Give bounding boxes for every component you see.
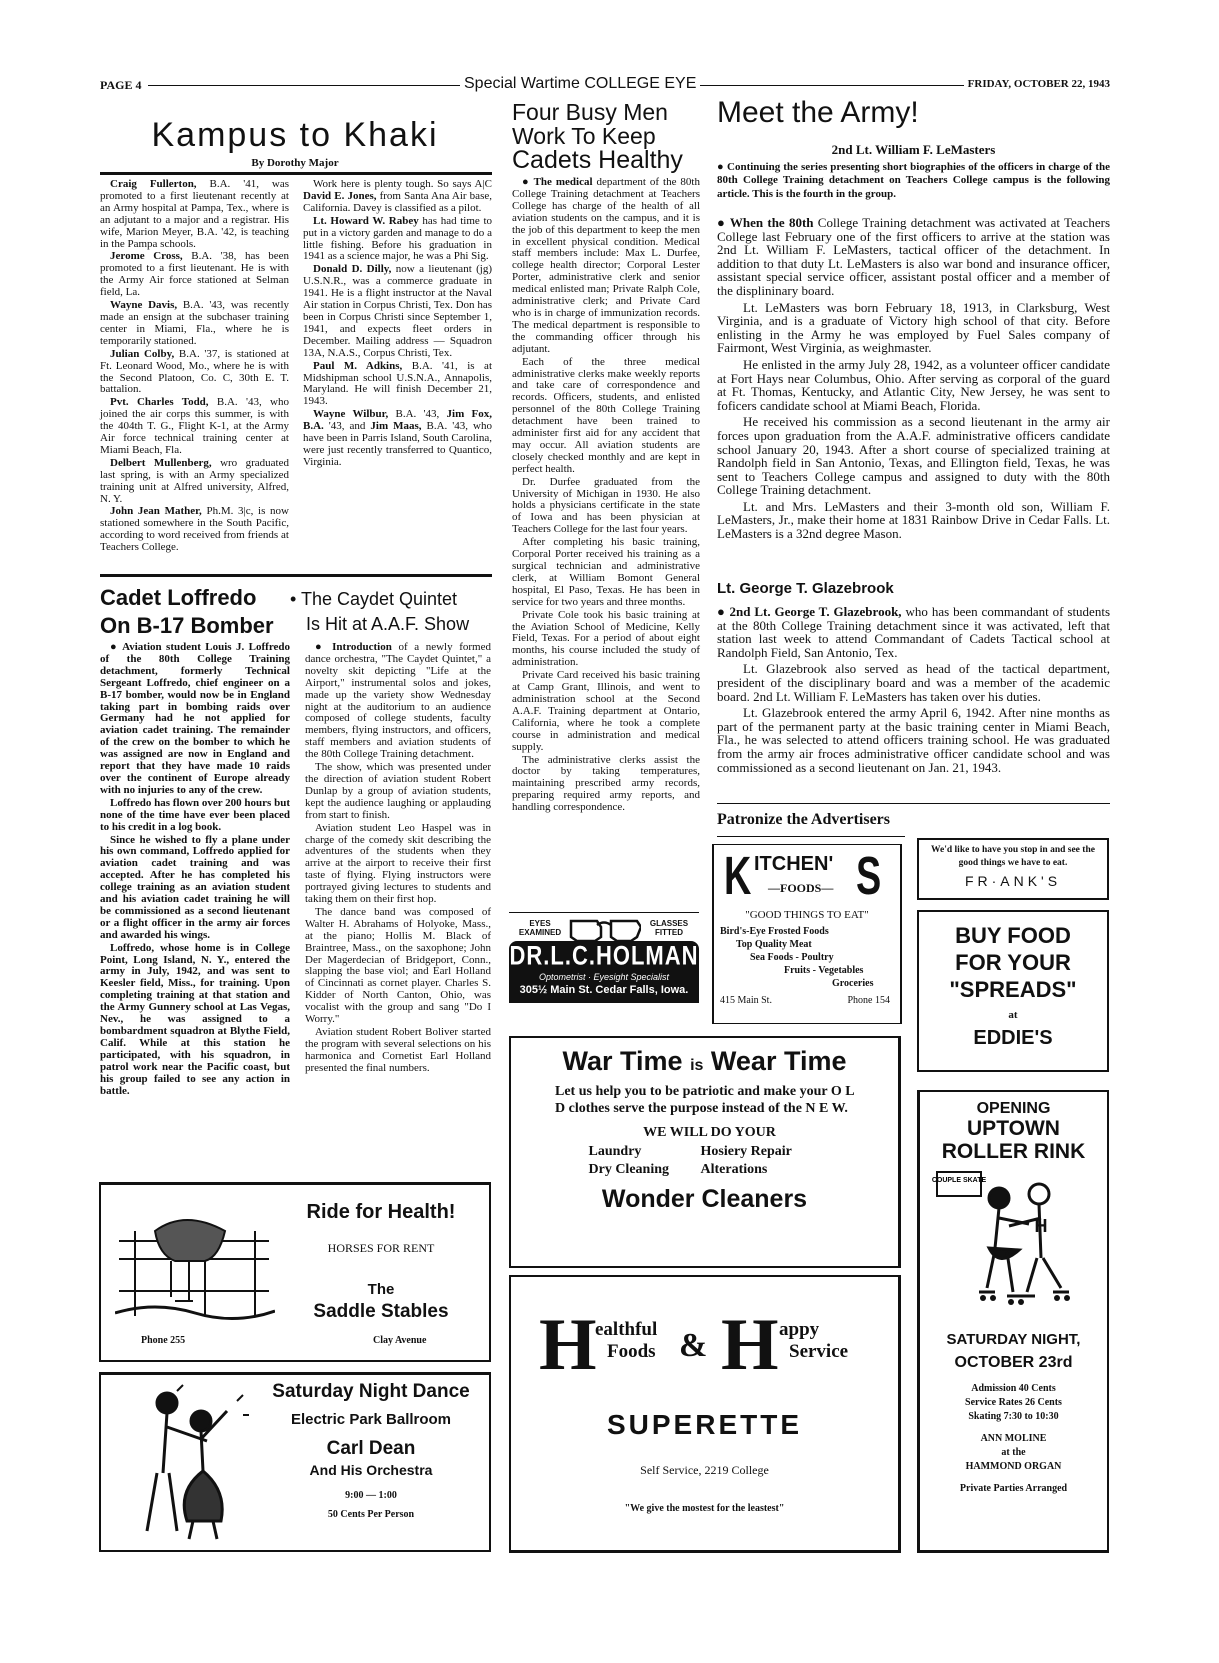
paragraph-text: B.A. '41, is at Midshipman school U.S.N.A., Annapolis, Maryland. He will finish December 21, 1943. [303,359,492,408]
paragraph-text: Private Cole took his basic training at the Aviation School of Medicine, Kelly Field, Texas. For a period of about eight months, his course included the study of administration. [512,608,700,669]
bold-lead-text: Jim Maas, [370,420,422,433]
paragraph-text: He enlisted in the army July 28, 1942, as a volunteer officer candidate at Fort Hays near Columbus, Ohio. After serving as corporal of the guard at Ft. Thomas, Kentucky, and Atlantic City, New Jersey, he was sent to foficers candidate school at Miami Beach, Florida. [717,356,1110,413]
service-item: Alterations [700,1162,768,1177]
wonder-name: Wonder Cleaners [601,1185,808,1213]
saddle-on-fence-illustration [115,1201,275,1321]
army-body [717,216,1110,544]
paragraph [100,300,289,348]
paragraph [717,605,1110,659]
paragraph [717,415,1110,497]
saddle-stables-ad [99,1182,491,1362]
superette-word: appy [779,1319,820,1340]
bold-lead-text: Paul M. Adkins, [313,359,403,372]
headline-line: Cadet Loffredo [100,585,257,610]
paragraph-text: College Training detachment was activated at Teachers College last February one of the first officers to arrive at the station was 2nd Lt. William F. LeMasters, tactical officer of the detachment. In addition to that duty Lt. LeMasters is also war bond and insurance officer, assistant special service officer, assistant postal officer and a member of the displininary board. [717,215,1110,298]
dance-headline: Saturday Night Dance [272,1381,470,1402]
eddies-name: EDDIE'S [973,1027,1053,1049]
page-number: PAGE 4 [100,78,145,93]
paragraph-text: Loffredo, whose home is in College Point, Long Island, N. Y., entered the army in July, 1942, and was sent to Keesler field, Miss., for training. Upon completing training at that station and the Army Gunnery school at Las Vegas, Nev., he was assigned to a bombardment squadron at Blythe Field, Calif. While at this station he participated, with his squadron, in patrol work near the Pacific coast, but his group failed to see any action in battle. [100,941,290,1097]
holman-address: 305½ Main St. Cedar Falls, Iowa. [519,984,689,996]
kampus-byline: By Dorothy Major [251,157,339,169]
paragraph-text: wro graduated last spring, is with an Army specialized training unit at Alfred university, Alfred, N. Y. [100,456,289,505]
dancing-couple-illustration [117,1381,257,1549]
svg-text:H: H [1034,1216,1047,1236]
issue-date: FRIDAY, OCTOBER 22, 1943 [964,78,1110,90]
paragraph-text: Lt. LeMasters was born February 18, 1913, in Clarksburg, West Virginia, and is a graduate of Victory high school of that city. Before enlisting in the Army he was employed by Fuel Sales company of Fairmont, West Virginia, as weighmaster. [717,299,1110,356]
paragraph-text: The administrative clerks assist the doctor by taking temperatures, maintaining prescribed army records, preparing required army reports, and handling correspondence. [512,753,700,814]
headline-line: • The Caydet Quintet [290,589,458,609]
stables-phone: Phone 255 [141,1335,186,1346]
divider [717,803,1110,804]
bold-lead-text: Wayne Wilbur, [313,408,389,421]
loffredo-body [100,642,290,1098]
paragraph-text: B.A. '43, who joined the air corps this summer, is with the 404th T. G., Flight K-1, at the Army Air force technical training center at Miami Beach, Fla. [100,396,289,456]
couple-skate-sign: COUPLE SKATE [931,1177,986,1184]
divider [509,912,699,913]
bold-lead-text: ● 2nd Lt. George T. Glazebrook, [717,604,902,619]
army-headline: Meet the Army! [717,96,919,129]
dance-time: 9:00 — 1:00 [345,1490,397,1501]
paragraph [303,179,492,215]
paragraph [512,477,700,537]
headline-line: On B-17 Bomber [100,613,274,638]
paragraph-text: B.A. '37, is stationed at Ft. Leonard Wood, Mo., where he is with the Second Platoon, Co. C, 30th E. T. battalion. [100,347,289,396]
superette-h: H [539,1304,597,1386]
holman-banner [509,941,699,1003]
paragraph-text: The dance band was composed of Walter H. Abrahams of Holyoke, Mass., at the piano; Hollis M. Black of Braintree, Mass., on the saxophone; John Der Magerdecian of Bridgeport, Conn., slapping the base viol; and Earl Holland of Cincinnati as cornet player. Charles S. Kidder of North Canton, Ohio, was vocalist with the group and sang "Do I Worry." [305,905,491,1026]
rink-skating-hours: Skating 7:30 to 10:30 [968,1411,1059,1422]
headline-line: Cadets Healthy [512,146,683,174]
paragraph-text: Each of the three medical administrative clerks make weekly reports and take care of correspondence and records. Officers, students, and enlisted personnel of the 80th College Training detachment have been trained to administer first aid for any accident that may occur. All aviation students are closely checked monthly and are kept in perfect health. [512,355,700,475]
eyeglasses-icon [567,917,641,943]
headline-line: Four Busy Men [512,99,668,125]
franks-ad [917,838,1109,900]
paragraph-text: Lt. Glazebrook entered the army April 6, 1942. After nine months as part of the permanent party at the basic training center in Miami Beach, Fla., he was selected to attend officers training school. He was graduated from the army air froces administrative officer candidate school and was commissioned as a second lieutenant on Jan. 21, 1943. [717,705,1110,775]
kitchens-s: S [856,846,882,906]
kitchens-address: 415 Main St. [720,995,772,1006]
paragraph [303,264,492,359]
rink-night: SATURDAY NIGHT, [946,1331,1081,1348]
kampus-title: Kampus to Khaki [151,116,439,154]
medical-headline [512,100,702,172]
paragraph [717,216,1110,298]
superette-word: Service [789,1341,849,1362]
paragraph-text: B.A. '43, was recently made an ensign at the subchaser training center in Miami, Fla., where he is temporarily stationed. [100,299,289,347]
kitchens-k: K [724,846,752,906]
bold-lead-text: Julian Colby, [110,347,175,360]
paragraph [305,762,491,822]
dance-band: Carl Dean [326,1438,416,1459]
bold-lead-text: Craig Fullerton, [110,178,197,190]
franks-text: We'd like to have you stop in and see the good things we have to eat. [931,845,1095,868]
rink-uptown: UPTOWN [967,1117,1060,1140]
paragraph-text: now a lieutenant (jg) U.S.N.R., was a commerce graduate in 1941. He is a flight instructor at the Naval Air station in Corpus Christi, Tex. Don has been in Corpus Christi since September 1, 1941, and expects fleet orders in December. Mailing address — Squadron 13A, N.A.S., Corpus Christi, Tex. [303,263,492,359]
divider [100,172,492,175]
wonder-services [511,1143,898,1179]
rink-organist: ANN MOLINE [980,1433,1047,1444]
loffredo-headline [100,584,290,640]
paragraph [305,907,491,1026]
paragraph [512,670,700,753]
bold-lead-text: Donald D. Dilly, [313,263,392,276]
paragraph [100,251,289,299]
kitchens-phone: Phone 154 [847,995,890,1006]
paragraph [717,500,1110,541]
rink-details [920,1382,1107,1496]
quintet-headline [290,587,495,637]
franks-name: FR·ANK'S [964,873,1062,889]
superette-ampersand: & [679,1327,708,1364]
paragraph [303,216,492,264]
bold-lead-text: ● Introduction [315,641,392,653]
superette-ad [509,1275,901,1553]
paragraph [717,301,1110,355]
paragraph [512,537,700,608]
page-header [100,76,1110,94]
paragraph [717,662,1110,703]
bold-lead-text: Wayne Davis, [110,299,178,312]
stables-headline: Ride for Health! [306,1201,456,1223]
glazebrook-heading: Lt. George T. Glazebrook [717,580,894,597]
paragraph [512,610,700,670]
paragraph-text: He received his commission as a second lieutenant in the army air forces upon graduation from the A.A.F. administrative officers candidate school January 20, 1943. After a short course of specialized training at Randolph field in San Antonio, Texas, and Ellington field, Texas, he was sent to Teachers College campus and assigned to duty with the 80th College Training detachment. [717,414,1110,498]
paragraph [100,349,289,397]
quintet-body [305,642,491,1076]
bold-lead-text: Delbert Mullenberg, [110,456,212,469]
headline-line: Is Hit at A.A.F. Show [306,614,470,634]
eddies-at: at [1008,1009,1018,1021]
dance-ad [99,1372,491,1552]
paragraph-text: Private Card received his basic training at Camp Grant, Illinois, and went to administration school at the Second A.A.F. Training department at Ontario, California, where he took a complete course in administration and medical supply. [512,669,700,753]
paragraph [100,397,289,457]
service-item: Hosiery Repair [700,1144,792,1159]
stables-horses: HORSES FOR RENT [327,1241,435,1255]
paragraph-text: Lt. Glazebrook also served as head of the tactical department, president of the disciplinary board and was a member of the academic board. 2nd Lt. William F. LeMasters has taken over his duties. [717,661,1110,704]
rink-at: at the [1001,1447,1026,1458]
divider [100,574,492,577]
dance-price: 50 Cents Per Person [327,1509,415,1520]
kitchens-itchen: ITCHEN' [754,853,834,875]
bold-lead-text: Jerome Cross, [110,250,183,263]
kampus-body [100,179,492,571]
rink-opening: OPENING [976,1100,1051,1117]
paragraph-text: has had time to put in a victory garden and manage to do a little fishing. Before his graduation in 1941 as a science major, he was a Phi Sig. [303,214,492,263]
bold-lead-text: ● When the 80th [717,215,814,230]
paragraph-text: '43, and [323,420,371,433]
rink-parties: Private Parties Arranged [959,1483,1068,1494]
holman-ad [509,917,699,1003]
patronize-heading: Patronize the Advertisers [717,811,890,828]
paragraph [512,755,700,815]
superette-healthful [595,1319,657,1363]
eddies-line: "SPREADS" [949,977,1077,1002]
kitchens-line: Fruits - Vegetables [784,965,864,976]
paragraph [100,943,290,1098]
glazebrook-body [717,605,1110,777]
kitchens-line: Sea Foods - Poultry [750,952,834,963]
dance-venue: Electric Park Ballroom [290,1411,452,1428]
war-time: War Time [562,1046,683,1076]
rink-name: ROLLER RINK [941,1140,1086,1163]
kitchens-ad [712,844,902,1024]
superette-slogan: "We give the mostest for the leastest" [624,1503,785,1514]
bold-lead-text: ● The medical [522,176,593,188]
paragraph-text: Dr. Durfee graduated from the University of Michigan in 1930. He also holds a physicians certificate in the state of Iowa and has been physician at Teachers College for the last four years. [512,475,700,536]
wonder-cleaners-ad [509,1036,901,1268]
dance-text [251,1381,491,1520]
rink-date: OCTOBER 23rd [954,1354,1073,1371]
paragraph [305,1027,491,1075]
kitchens-line: Top Quality Meat [736,939,812,950]
paragraph [100,642,290,797]
wear-time: Wear Time [710,1046,847,1076]
eddies-line: FOR YOUR [955,950,1071,975]
bold-lead-text: ● Aviation student [110,641,201,653]
kitchens-lines [720,925,896,990]
service-item: Laundry [588,1144,642,1159]
paragraph-text: B.A. '43, who have been in Parris Island, South Carolina, were just recently transferred to Quantico, Virginia. [303,420,492,468]
paragraph-text: Loffredo has flown over 200 hours but none of the time have ever been placed to his credit in a log book. [100,796,290,833]
bold-lead-text: Pvt. Charles Todd, [110,396,209,409]
paragraph [100,179,289,250]
paragraph [100,506,289,554]
newspaper-name: Special Wartime COLLEGE EYE [460,75,700,93]
stables-address: Clay Avenue [373,1335,427,1346]
rink-organ: HAMMOND ORGAN [965,1461,1062,1472]
kitchens-foods: —FOODS— [768,881,834,895]
paragraph-text: who has been commandant of students at the 80th College Training detachment since it was activated, left that station last week to attend Commandant of Cadets Tactical school at Randolph Field, San Antonio, Tex. [717,604,1111,660]
paragraph-text: Aviation student Leo Haspel was in charge of the comedy skit describing the adventures of the students when they arrive at the airport to receive their first taste of flying. Flying instructors were portrayed giving lectures to students and taking them on their first hop. [305,821,491,906]
paragraph [303,361,492,409]
wonder-pitch: Let us help you to be patriotic and make your O L D clothes serve the purpose instead of the N E W. [555,1084,854,1116]
rink-service-rates: Service Rates 26 Cents [965,1397,1062,1408]
paragraph-text: Aviation student Robert Boliver started the program with several selections on his harmonica and Cornetist Earl Holland presented the final numbers. [305,1026,491,1074]
paragraph-text: Work here is plenty tough. So says A|C [313,178,492,190]
stables-name-text: Saddle Stables [313,1301,449,1322]
army-subtitle: 2nd Lt. William F. LeMasters [831,142,996,157]
superette-name: SUPERETTE [606,1409,803,1440]
paragraph [512,357,700,476]
bold-lead-text: David E. Jones, [303,189,377,202]
wonder-will: WE WILL DO YOUR [643,1125,776,1140]
paragraph-text: B.A. '41, was promoted to a first lieutenant recently at an Army hospital at Pampa, Tex., where is an adjutant to a major and a registrar. His wife, Marion Meyer, B.A. '42, is teaching in the Pampa schools. [100,178,289,250]
skating-couple-illustration [929,1168,1099,1318]
holman-title: Optometrist · Eyesight Specialist [538,972,670,982]
superette-address: Self Service, 2219 College [640,1463,769,1477]
paragraph-text: B.A. '38, has been promoted to a first lieutenant. He is with the Army Air force stationed at Selman field, La. [100,250,289,299]
kitchens-slogan: "GOOD THINGS TO EAT" [745,909,869,921]
paragraph-text: department of the 80th College Training detachment at Teachers College has charge of the health of all aviation students on the campus, and it is the job of this department to keep the men in excellent physical condition. Medical staff members include: Max L. Durfee, college health director; Corporal Lester Porter, administrative clerk and senior medical enlisted man; Private Ralph Cole, administrative clerk; and Private Card who is in charge of immunization records. The medical department is responsible to the commanding officer through his adjutant. [512,176,700,355]
paragraph-text: Ph.M. 3|c, is now stationed somewhere in the South Pacific, according to word received from friends at Teachers College. [100,505,289,554]
medical-body [512,177,700,815]
eddies-line: BUY FOOD [955,923,1071,948]
service-item: Dry Cleaning [588,1162,669,1177]
stables-the: The [367,1281,395,1298]
wonder-headline [511,1046,898,1077]
paragraph [717,358,1110,412]
paragraph-text: of a newly formed dance orchestra, "The Caydet Quintet," a novelty skit depicting "Life at the Airport," instrumental solos and jokes, made up the variety show Wednesday night at the auditorium to an audience composed of college students, faculty members, flying instructors, and officers, staff members and aviation students of the 80th College Training detachment. [305,641,491,761]
paragraph-text: Since he wished to fly a plane under his own command, Loffredo applied for aviation cadet training and was accepted. After he has completed his college training as an aviation student and his aviation cadet training he will be commissioned as a second lieutenant or a flight officer in the army air forces and awarded his wings. [100,833,290,941]
is-word: is [690,1057,704,1074]
paragraph-text: Lt. and Mrs. LeMasters and their 3-month old son, William F. LeMasters, Jr., make their home at 1831 Rainbow Drive in Cedar Falls. Lt. LeMasters is a 32nd degree Mason. [717,498,1110,542]
paragraph-text: from Santa Ana Air base, California. Davey is classified as a pilot. [303,189,492,214]
paragraph-text: Louis J. Loffredo of the 80th College Training detachment, formerly Technical Sergeant Loffredo, chief engineer on a B-17 bomber, would now be in England taking part in bombing raids over Germany had he not applied for aviation cadet training. The remainder of the crew on the bomber to which he was assigned are now in England and report that they have made 10 raids over the continent of Europe already with no injuries to any of the crew. [100,641,291,796]
roller-rink-ad [917,1090,1109,1553]
rink-admission: Admission 40 Cents [971,1383,1056,1394]
eyes-examined: EYES EXAMINED [518,919,562,937]
eddies-ad [917,910,1109,1072]
kitchens-line: Bird's-Eye Frosted Foods [720,926,829,937]
paragraph [717,706,1110,774]
stables-name [281,1279,481,1323]
paragraph [303,409,492,469]
paragraph-text: The show, which was presented under the direction of aviation student Robert Dunlap by a group of aviation students, kept the audience laughing or applauding from start to finish. [305,761,491,821]
bold-lead-text: John Jean Mather, [110,505,202,518]
bold-lead-text: Lt. Howard W. Rabey [313,214,419,227]
paragraph-text: B.A. '43, [388,408,447,421]
paragraph [305,823,491,906]
headline-line: Work To Keep [512,123,656,149]
paragraph [512,177,700,356]
paragraph [100,798,290,834]
superette-h: H [721,1304,779,1386]
glasses-fitted: GLASSES FITTED [649,919,689,937]
kitchens-line: Groceries [832,978,874,989]
dance-orchestra: And His Orchestra [309,1462,433,1478]
superette-happy [779,1319,848,1363]
bold-lead-text: Jim Fox, B.A. [303,408,492,433]
superette-word: Foods [607,1341,656,1362]
paragraph [100,835,290,942]
divider [717,836,905,837]
paragraph-text: After completing his basic training, Corporal Porter received his training as a surgical technician and administrative clerk, at William Bomont General hospital, El Paso, Texas. He has been in service for two years and three months. [512,536,700,608]
holman-name: DR.L.C.HOLMAN [509,940,699,971]
army-intro: ● Continuing the series presenting short biographies of the officers in charge of the 80th College Training detachment on Teachers College campus is the following article. This is the fourth in the group. [717,161,1110,200]
superette-word: ealthful [595,1319,658,1340]
paragraph [305,642,491,761]
paragraph [100,458,289,506]
